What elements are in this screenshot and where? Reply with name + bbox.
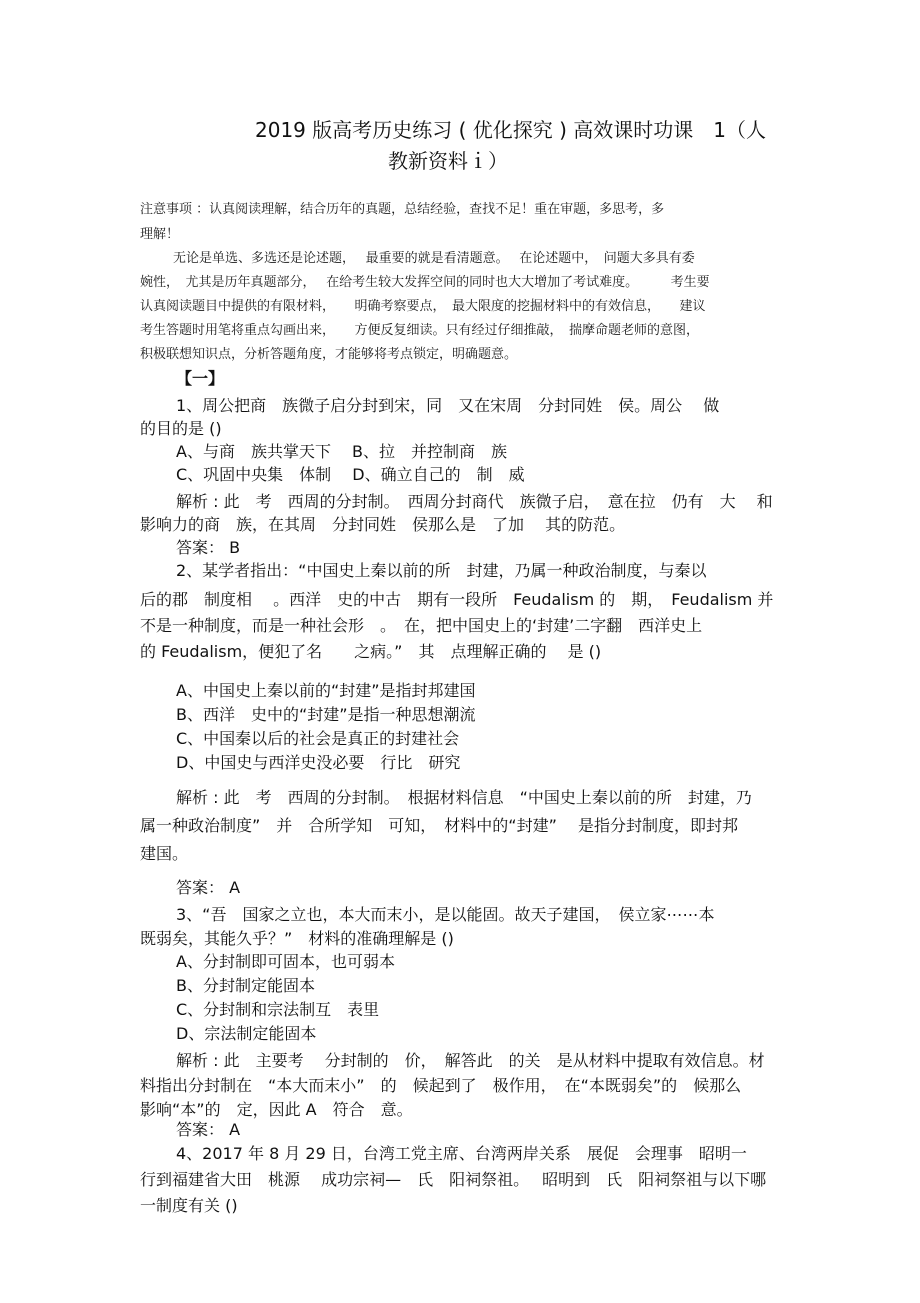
notice-line: 积极联想知识点，分析答题角度，才能够将考点锁定，明确题意。 [140, 347, 518, 362]
question-line: 一制度有关 () [140, 1196, 238, 1215]
notice-line: 注意事项 ：认真阅读理解，结合历年的真题，总结经验，查找不足！重在审题，多思考，多 [140, 202, 665, 217]
option-line: C、分封制和宗法制互 表里 [176, 1000, 380, 1019]
option-line: B、西洋 史中的“封建”是指一种思想潮流 [176, 705, 476, 724]
question-line: 的 Feudalism，便犯了名 之病。” 其 点理解正确的 是 () [140, 642, 602, 661]
notice-line: 理解！ [140, 227, 180, 242]
question-line: 行到福建省大田 桃源 成功宗祠— 氏 阳祠祭祖。 昭明到 氏 阳祠祭祖与以下哪 [140, 1170, 767, 1189]
notice-line: 考生答题时用笔将重点勾画出来， 方便反复细读。只有经过仔细推敲， 揣摩命题老师的意图， [140, 323, 700, 338]
question-line: 既弱矣，其能久乎？” 材料的准确理解是 () [140, 929, 454, 948]
analysis-line: 解析 : 此 考 西周的分封制。 根据材料信息 “中国史上秦以前的所 封建，乃 [176, 788, 752, 807]
analysis-line: 属一种政治制度” 并 合所学知 可知， 材料中的“封建” 是指分封制度，即封邦 [140, 816, 738, 835]
option-line: D、中国史与西洋史没必要 行比 研究 [176, 753, 461, 772]
question-line: 的目的是 () [140, 419, 222, 438]
option-line: A、中国史上秦以前的“封建”是指封邦建国 [176, 681, 476, 700]
analysis-line: 解析 : 此 主要考 分封制的 价， 解答此 的关 是从材料中提取有效信息。材 [176, 1051, 765, 1070]
option-line: C、中国秦以后的社会是真正的封建社会 [176, 729, 460, 748]
document-title-line-1: 2019 版高考历史练习 ( 优化探究 ) 高效课时功课 1（人 [255, 118, 767, 142]
notice-line: 婉性， 尤其是历年真题部分， 在给考生较大发挥空间的同时也大大增加了考试难度。 考生要 [140, 275, 710, 290]
notice-line: 无论是单选、多选还是论述题， 最重要的就是看清题意。 在论述题中， 问题大多具有委 [160, 251, 695, 266]
analysis-line: 建国。 [140, 844, 189, 863]
option-line: A、与商 族共掌天下 B、拉 并控制商 族 [176, 442, 508, 461]
analysis-line: 影响“本”的 定，因此 A 符合 意。 [140, 1100, 413, 1119]
question-line: 3、“吾 国家之立也，本大而末小，是以能固。故天子建国， 侯立家⋯⋯本 [176, 905, 715, 924]
analysis-line: 料指出分封制在 “本大而末小” 的 候起到了 极作用， 在“本既弱矣”的 候那么 [140, 1076, 742, 1095]
answer-line: 答案： A [176, 1120, 241, 1139]
analysis-line: 解析 : 此 考 西周的分封制。 西周分封商代 族微子启， 意在拉 仍有 大 和 [176, 492, 773, 511]
notice-line: 认真阅读题目中提供的有限材料， 明确考察要点， 最大限度的挖掘材料中的有效信息， 建议 [140, 299, 706, 314]
answer-line: 答案： A [176, 878, 241, 897]
option-line: C、巩固中央集 体制 D、确立自己的 制 威 [176, 465, 525, 484]
question-line: 后的郡 制度相 。西洋 史的中古 期有一段所 Feudalism 的 期， Feudalism 并 [140, 590, 774, 609]
option-line: D、宗法制定能固本 [176, 1024, 317, 1043]
analysis-line: 影响力的商 族，在其周 分封同姓 侯那么是 了加 其的防范。 [140, 515, 626, 534]
question-line: 2、某学者指出：“中国史上秦以前的所 封建，乃属一种政治制度，与秦以 [176, 561, 707, 580]
document-title-line-2: 教新资料ｉ） [388, 149, 508, 173]
section-heading: 【一】 [176, 369, 225, 388]
question-line: 4、2017 年 8 月 29 日，台湾工党主席、台湾两岸关系 展促 会理事 昭明一 [176, 1144, 747, 1163]
option-line: B、分封制定能固本 [176, 976, 315, 995]
answer-line: 答案： B [176, 538, 241, 557]
question-line: 不是一种制度，而是一种社会形 。 在，把中国史上的‘封建’二字翻 西洋史上 [140, 616, 703, 635]
option-line: A、分封制即可固本，也可弱本 [176, 952, 395, 971]
question-line: 1、周公把商 族微子启分封到宋，同 又在宋周 分封同姓 侯。周公 做 [176, 396, 720, 415]
